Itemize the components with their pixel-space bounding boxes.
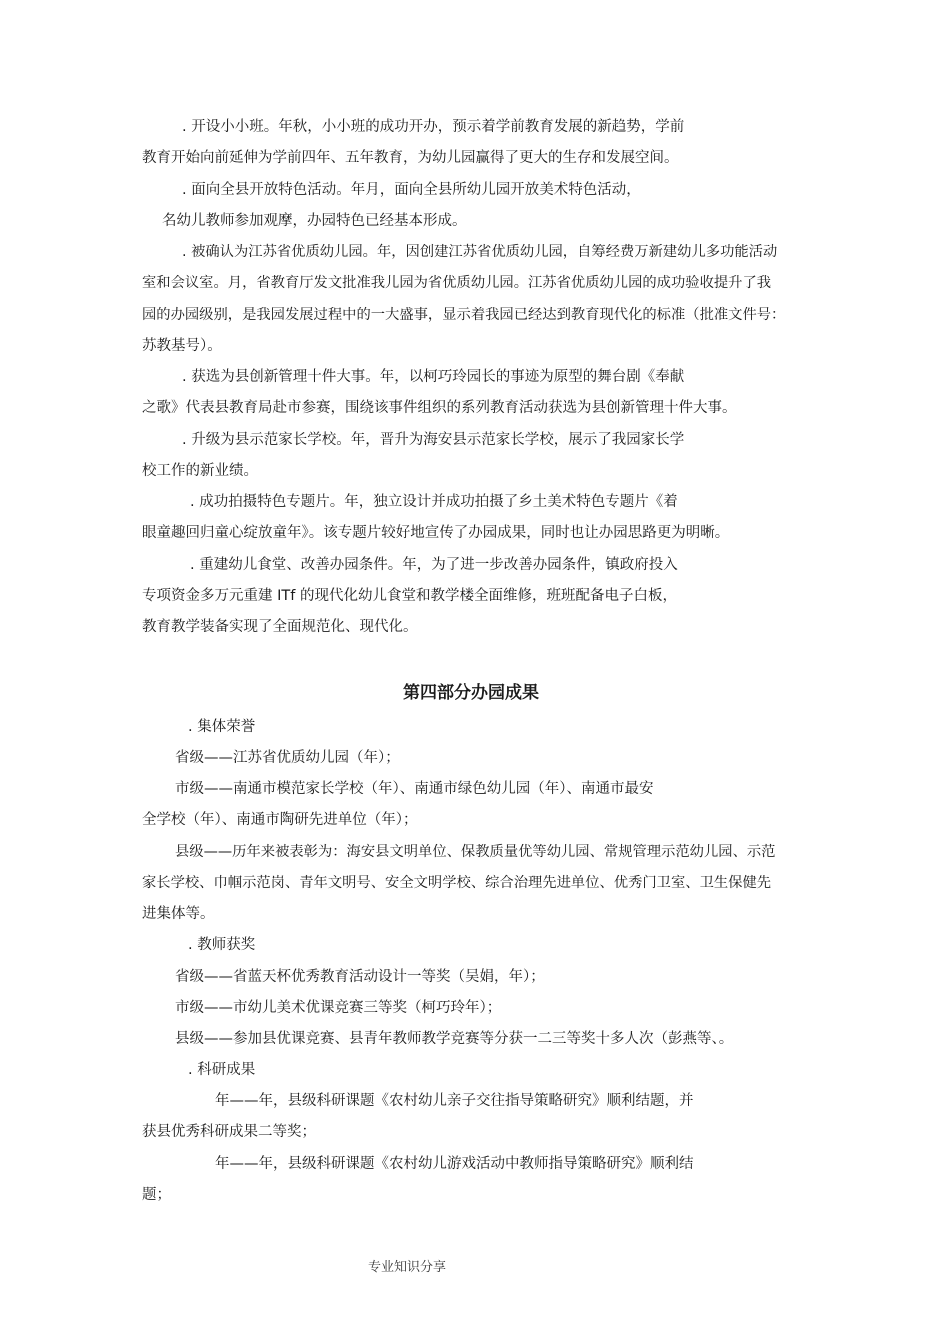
- paragraph-line: 省级——省蓝天杯优秀教育活动设计一等奖（吴娟，年）；: [175, 969, 545, 985]
- paragraph-line: 之歌》代表县教育局赴市参赛，围绕该事件组织的系列教育活动获选为县创新管理十件大事。: [142, 400, 737, 416]
- paragraph-line: . 面向全县开放特色活动。年月，面向全县所幼儿园开放美术特色活动，: [182, 182, 641, 198]
- paragraph-line: . 升级为县示范家长学校。年，晋升为海安县示范家长学校，展示了我园家长学: [182, 432, 685, 448]
- paragraph-line: . 重建幼儿食堂、改善办园条件。年，为了进一步改善办园条件，镇政府投入: [190, 557, 678, 573]
- paragraph-line: 进集体等。: [142, 906, 215, 922]
- paragraph-line: 题；: [142, 1187, 171, 1203]
- paragraph-line: . 获选为县创新管理十件大事。年，以柯巧玲园长的事迹为原型的舞台剧《奉献: [182, 369, 685, 385]
- paragraph-line: 县级——历年来被表彰为：海安县文明单位、保教质量优等幼儿园、常规管理示范幼儿园、示范: [175, 844, 776, 860]
- paragraph-line: 获县优秀科研成果二等奖；: [142, 1124, 316, 1140]
- paragraph-line: 园的办园级别，是我园发展过程中的一大盛事，显示着我园已经达到教育现代化的标准（批准文件号：: [142, 307, 786, 323]
- paragraph-line: . 被确认为江苏省优质幼儿园。年，因创建江苏省优质幼儿园，自筹经费万新建幼儿多功能活动: [182, 244, 778, 260]
- paragraph-line: 县级——参加县优课竞赛、县青年教师教学竞赛等分获一二三等奖十多人次（彭燕等、。: [175, 1031, 734, 1047]
- paragraph-line: 室和会议室。月，省教育厅发文批准我儿园为省优质幼儿园。江苏省优质幼儿园的成功验收提升了我: [142, 275, 772, 291]
- paragraph-line: 省级——江苏省优质幼儿园（年）；: [175, 750, 400, 766]
- subsection-title: . 集体荣誉: [188, 719, 256, 735]
- paragraph-line: 市级——市幼儿美术优课竞赛三等奖（柯巧玲年）；: [175, 1000, 502, 1016]
- paragraph-line: 年——年，县级科研课题《农村幼儿亲子交往指导策略研究》顺利结题，并: [215, 1093, 694, 1109]
- subsection-title: . 科研成果: [188, 1062, 256, 1078]
- paragraph-line: 家长学校、巾帼示范岗、青年文明号、安全文明学校、综合治理先进单位、优秀门卫室、卫生保健先: [142, 875, 772, 891]
- paragraph-line: 专项资金多万元重建 ITf 的现代化幼儿食堂和教学楼全面维修，班班配备电子白板，: [142, 588, 677, 604]
- paragraph-line: 年——年，县级科研课题《农村幼儿游戏活动中教师指导策略研究》顺利结: [215, 1156, 694, 1172]
- paragraph-line: 苏教基号）。: [142, 338, 222, 354]
- paragraph-line: 市级——南通市模范家长学校（年）、南通市绿色幼儿园（年）、南通市最安: [175, 781, 654, 797]
- page-footer: 专业知识分享: [368, 1260, 447, 1275]
- paragraph-line: 全学校（年）、南通市陶研先进单位（年）；: [142, 812, 418, 828]
- paragraph-line: 名幼儿教师参加观摩，办园特色已经基本形成。: [162, 213, 467, 229]
- paragraph-line: 教育教学装备实现了全面规范化、现代化。: [142, 619, 418, 635]
- paragraph-line: . 开设小小班。年秋，小小班的成功开办，预示着学前教育发展的新趋势，学前: [182, 119, 685, 135]
- paragraph-line: 校工作的新业绩。: [142, 463, 258, 479]
- paragraph-line: 眼童趣回归童心绽放童年》。该专题片较好地宣传了办园成果，同时也让办园思路更为明晰。: [142, 525, 730, 541]
- paragraph-line: 教育开始向前延伸为学前四年、五年教育，为幼儿园赢得了更大的生存和发展空间。: [142, 150, 679, 166]
- paragraph-line: . 成功拍摄特色专题片。年，独立设计并成功拍摄了乡土美术特色专题片《着: [190, 494, 678, 510]
- section-heading: 第四部分办园成果: [403, 683, 539, 703]
- subsection-title: . 教师获奖: [188, 937, 256, 953]
